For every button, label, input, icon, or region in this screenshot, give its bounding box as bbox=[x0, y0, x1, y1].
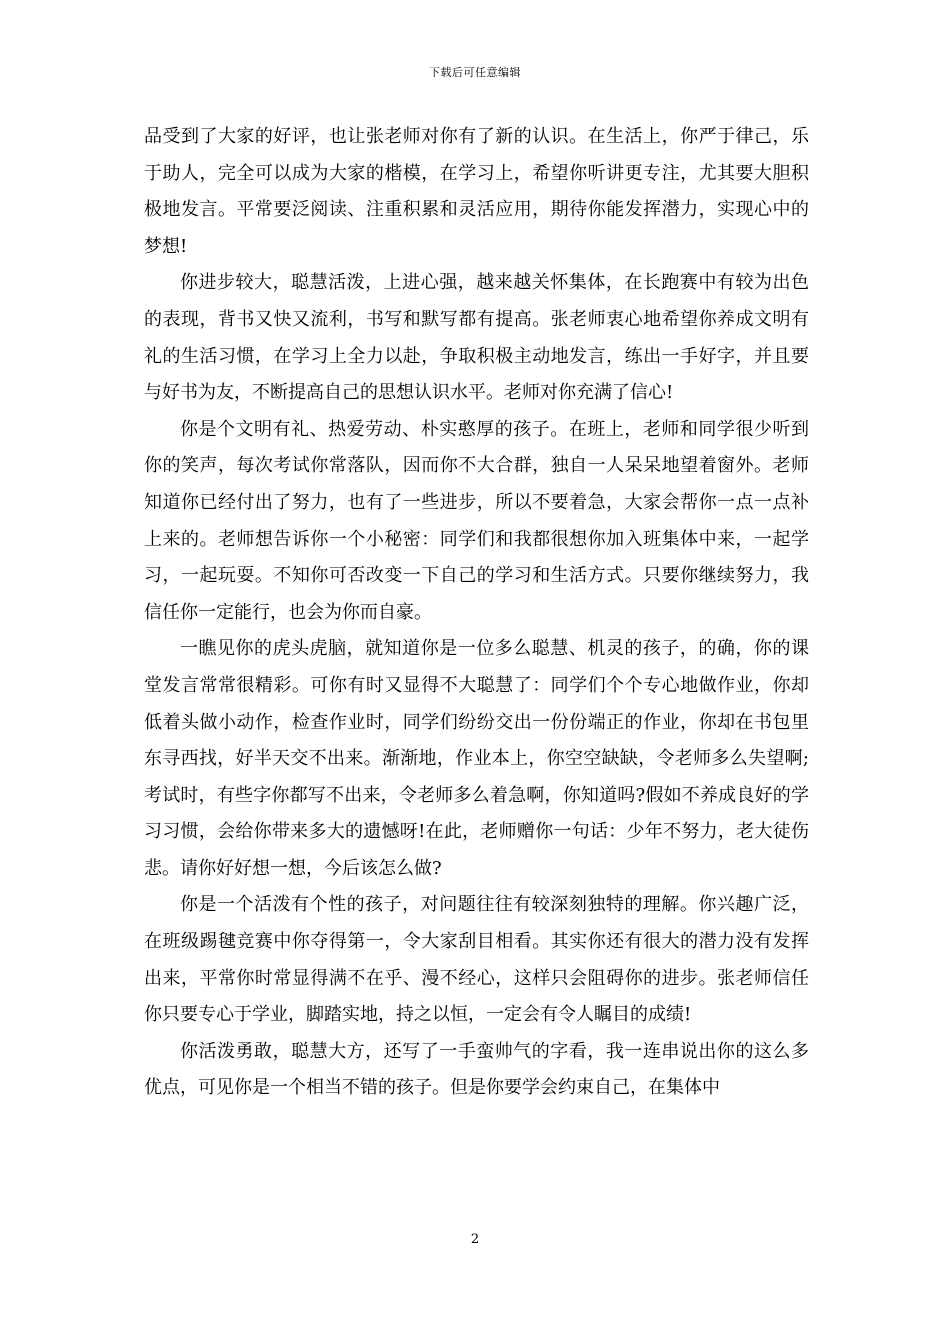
paragraph-comment-6: 你活泼勇敢，聪慧大方，还写了一手蛮帅气的字看，我一连串说出你的这么多优点，可见你是一个相当不错的孩子。但是你要学会约束自己，在集体中 bbox=[144, 1040, 809, 1099]
page-number: 2 bbox=[470, 1232, 480, 1247]
paragraph-comment-3: 你是个文明有礼、热爱劳动、朴实憨厚的孩子。在班上，老师和同学很少听到你的笑声，每次考试你常落队，因而你不大合群，独自一人呆呆地望着窗外。老师知道你已经付出了努力，也有了一些进步，所以不要着急，大家会帮你一点一点补上来的。老师想告诉你一个小秘密：同学们和我都很想你加入班集体中来，一起学习，一起玩耍。不知你可否改变一下自己的学习和生活方式。只要你继续努力，我信任你一定能行，也会为你而自豪。 bbox=[144, 418, 809, 623]
page-header: 下载后可任意编辑 bbox=[429, 66, 521, 79]
paragraph-comment-5: 你是一个活泼有个性的孩子，对问题往往有较深刻独特的理解。你兴趣广泛，在班级踢毽竞赛中你夺得第一，令大家刮目相看。其实你还有很大的潜力没有发挥出来，平常你时常显得满不在乎、漫不经心，这样只会阻碍你的进步。张老师信任你只要专心于学业，脚踏实地，持之以恒，一定会有令人瞩目的成绩! bbox=[144, 894, 809, 1026]
document-body bbox=[144, 119, 809, 1107]
paragraph-comment-2: 你进步较大，聪慧活泼，上进心强，越来越关怀集体，在长跑赛中有较为出色的表现，背书又快又流利，书写和默写都有提高。张老师衷心地希望你养成文明有礼的生活习惯，在学习上全力以赴，争取积极主动地发言，练出一手好字，并且要与好书为友，不断提高自己的思想认识水平。老师对你充满了信心! bbox=[144, 272, 809, 404]
paragraph-continuation: 品受到了大家的好评，也让张老师对你有了新的认识。在生活上，你严于律己，乐于助人，完全可以成为大家的楷模，在学习上，希望你听讲更专注，尤其要大胆积极地发言。平常要泛阅读、注重积累和灵活应用，期待你能发挥潜力，实现心中的梦想! bbox=[144, 126, 809, 257]
paragraph-comment-4: 一瞧见你的虎头虎脑，就知道你是一位多么聪慧、机灵的孩子，的确，你的课堂发言常常很精彩。可你有时又显得不大聪慧了：同学们个个专心地做作业，你却低着头做小动作，检查作业时，同学们纷纷交出一份份端正的作业，你却在书包里东寻西找，好半天交不出来。渐渐地，作业本上，你空空缺缺，令老师多么失望啊;考试时，有些字你都写不出来，令老师多么着急啊，你知道吗?假如不养成良好的学习习惯，会给你带来多大的遗憾呀!在此，老师赠你一句话：少年不努力，老大徒伤悲。请你好好想一想，今后该怎么做? bbox=[144, 638, 809, 879]
